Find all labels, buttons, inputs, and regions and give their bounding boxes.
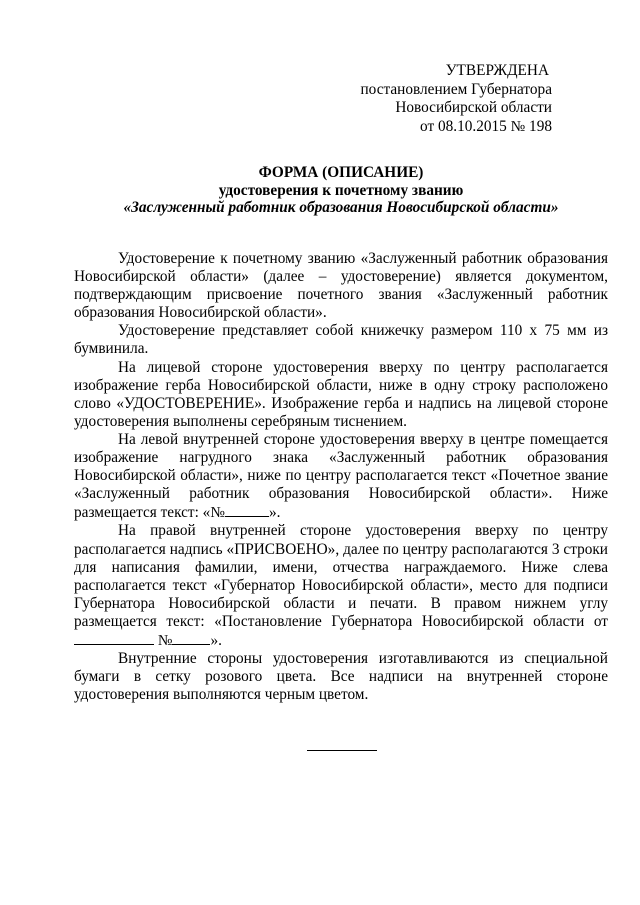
approval-date-number: от 08.10.2015 № 198 [420, 117, 552, 135]
paragraph-size: Удостоверение представляет собой книжечку размером 110 х 75 мм из бумвинила. [74, 322, 608, 358]
paragraph-front-side: На лицевой стороне удостоверения вверху по центру располагается изображение герба Новосибирской области, ниже в одну строку расположено слово «УДОСТОВЕРЕНИЕ». Изображение герба и надпись на лицевой стороне удостоверения выполнены серебряным тиснением. [74, 358, 608, 430]
approval-title: УТВЕРЖДЕНА [445, 62, 549, 79]
paragraph-right-inner-side [74, 522, 608, 650]
decree-number-blank-line [172, 631, 210, 645]
document-body [74, 250, 608, 704]
right-inner-text: На правой внутренней стороне удостоверения вверху по центру располагается надпись «ПРИСВОЕНО», далее по центру располагаются 3 строки для написания фамилии, имени, отчества награждаемого. Ниже слева располагается текст «Губернатор Новосибирской области», место для подписи Губернатора Новосибирской области и печати. В правом нижнем углу размещается текст: «Постановление Губернатора Новосибирской области от [74, 522, 608, 630]
date-blank-line [74, 631, 154, 645]
paragraph-inner-material: Внутренние стороны удостоверения изготавливаются из специальной бумаги в сетку розового цвета. Все надписи на внутренней стороне удостоверения выполняются черным цветом. [74, 650, 608, 704]
right-inner-number-sign: № [157, 631, 173, 649]
approval-region: Новосибирской области [395, 99, 552, 117]
number-blank-line [225, 503, 269, 517]
left-inner-text: На левой внутренней стороне удостоверения вверху в центре помещается изображение нагрудного знака «Заслуженный работник образования Новосибирской области», ниже по центру располагается текст «Почетное звание «Заслуженный работник образования Новосибирской области». Ниже размещается текст: «№ [74, 430, 608, 522]
paragraph-definition: Удостоверение к почетному званию «Заслуженный работник образования Новосибирской области» (далее – удостоверение) является документом, подтверждающим присвоение почетного звания «Заслуженный работник образования Новосибирской области». [74, 250, 608, 322]
document-subtitle: удостоверения к почетному званию [218, 181, 464, 199]
approval-block [0, 62, 552, 136]
right-inner-text-end: ». [210, 631, 222, 649]
document-heading [74, 164, 608, 217]
approval-issuer: постановлением Губернатора [360, 80, 552, 98]
document-subtitle-title-name: «Заслуженный работник образования Новосибирской области» [123, 199, 559, 216]
document-title: ФОРМА (ОПИСАНИЕ) [258, 164, 424, 181]
paragraph-left-inner-side [74, 431, 608, 522]
closing-divider [307, 750, 377, 751]
left-inner-text-end: ». [268, 504, 281, 522]
